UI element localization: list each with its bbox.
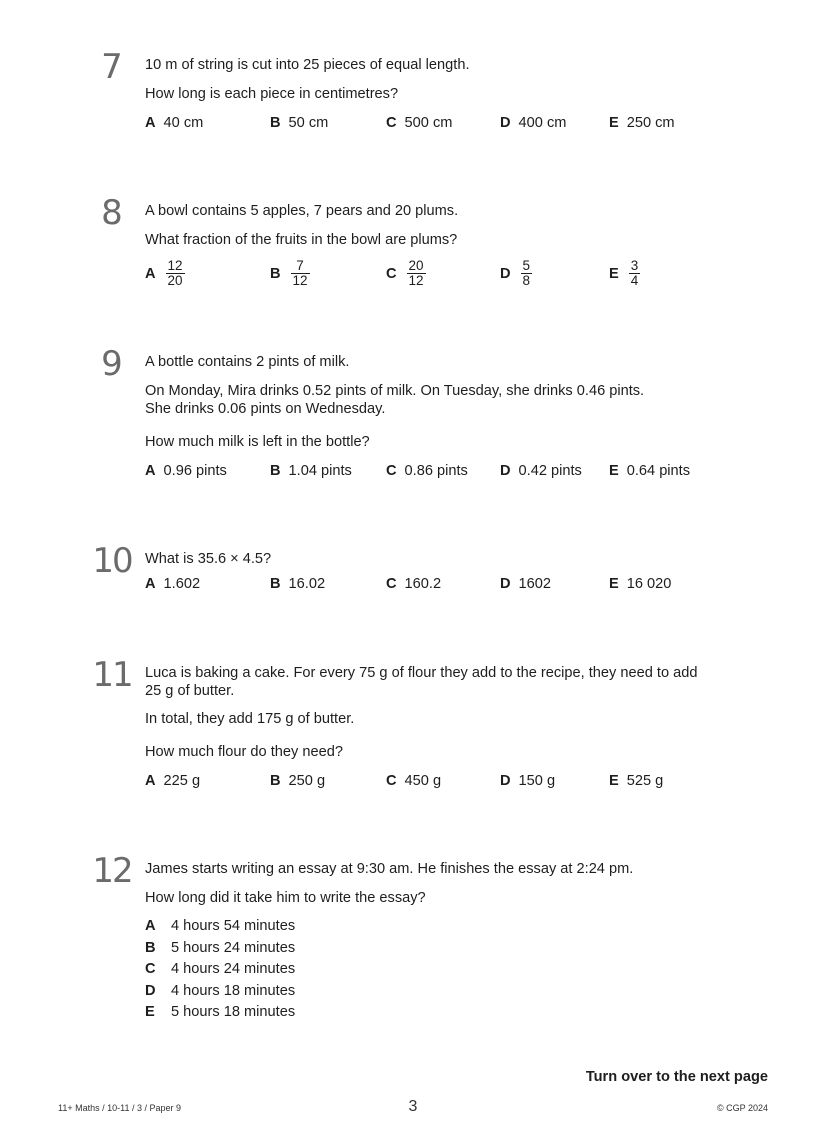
q11-option-d[interactable] <box>500 772 555 790</box>
q9-line-4: How much milk is left in the bottle? <box>145 434 370 450</box>
question-number-7: 7 <box>101 47 123 87</box>
page-number: 3 <box>408 1098 418 1115</box>
q10-option-d[interactable] <box>500 575 551 593</box>
option-letter: D <box>500 576 511 592</box>
fraction-denominator: 12 <box>292 273 308 288</box>
q8-option-c[interactable] <box>386 259 426 288</box>
q8-option-e[interactable] <box>609 259 640 288</box>
q11-line-3: In total, they add 175 g of butter. <box>145 711 355 727</box>
option-text: 400 cm <box>518 115 567 131</box>
option-letter: A <box>145 918 156 934</box>
q7-option-c[interactable] <box>386 114 452 132</box>
option-text: 150 g <box>518 773 556 789</box>
option-text: 500 cm <box>404 115 453 131</box>
q10-line-1: What is 35.6 × 4.5? <box>145 551 272 567</box>
option-text: 16.02 <box>288 576 326 592</box>
option-text: 1.602 <box>163 576 201 592</box>
paper-reference: 11+ Maths / 10-11 / 3 / Paper 9 <box>58 1103 181 1113</box>
option-text: 5 hours 24 minutes <box>171 939 296 956</box>
fraction-numerator: 12 <box>167 258 183 273</box>
option-text: 5 hours 18 minutes <box>171 1004 296 1021</box>
option-text: 1602 <box>518 576 552 592</box>
q7-option-e[interactable] <box>609 114 675 132</box>
q12-option-b[interactable] <box>145 938 295 960</box>
q7-line-1: 10 m of string is cut into 25 pieces of equal length. <box>145 57 470 73</box>
option-text: 1.04 pints <box>288 463 352 479</box>
q9-line-1: A bottle contains 2 pints of milk. <box>145 354 350 370</box>
fraction-numerator: 20 <box>408 258 424 273</box>
turn-over-instruction: Turn over to the next page <box>585 1069 768 1085</box>
q11-option-b[interactable] <box>270 772 325 790</box>
q8-option-b[interactable] <box>270 259 310 288</box>
option-letter: D <box>145 982 156 999</box>
fraction <box>166 259 185 288</box>
option-letter: E <box>609 463 619 479</box>
q9-line-2: On Monday, Mira drinks 0.52 pints of milk. On Tuesday, she drinks 0.46 pints. <box>145 383 645 399</box>
option-letter: E <box>609 265 619 282</box>
q8-line-2: What fraction of the fruits in the bowl are plums? <box>145 232 458 248</box>
option-text: 4 hours 18 minutes <box>171 982 296 999</box>
option-text: 40 cm <box>163 115 204 131</box>
q12-option-c[interactable] <box>145 959 295 981</box>
q10-option-e[interactable] <box>609 575 671 593</box>
option-letter: B <box>270 265 281 282</box>
fraction-numerator: 5 <box>522 258 531 273</box>
option-letter: A <box>145 463 156 479</box>
q11-line-1: Luca is baking a cake. For every 75 g of flour they add to the recipe, they need to add <box>145 665 698 681</box>
option-letter: B <box>270 115 281 131</box>
q7-option-d[interactable] <box>500 114 566 132</box>
option-text: 450 g <box>404 773 442 789</box>
option-letter: C <box>386 265 397 282</box>
q11-option-a[interactable] <box>145 772 200 790</box>
option-text: 225 g <box>163 773 201 789</box>
option-letter: C <box>386 115 397 131</box>
option-letter: C <box>386 463 397 479</box>
option-letter: B <box>145 939 156 956</box>
option-text: 0.42 pints <box>518 463 582 479</box>
option-letter: A <box>145 576 156 592</box>
q7-option-a[interactable] <box>145 114 203 132</box>
fraction-numerator: 3 <box>630 258 639 273</box>
option-letter: B <box>270 463 281 479</box>
option-text: 4 hours 54 minutes <box>171 918 296 934</box>
q7-option-b[interactable] <box>270 114 328 132</box>
fraction-denominator: 20 <box>167 273 183 288</box>
q11-option-c[interactable] <box>386 772 441 790</box>
q10-option-b[interactable] <box>270 575 325 593</box>
option-letter: A <box>145 115 156 131</box>
option-text: 0.96 pints <box>163 463 227 479</box>
option-letter: E <box>145 1004 155 1021</box>
question-number-11: 11 <box>92 655 132 695</box>
option-letter: D <box>500 115 511 131</box>
option-letter: A <box>145 265 156 282</box>
option-text: 250 g <box>288 773 326 789</box>
q12-option-a[interactable] <box>145 916 295 938</box>
q10-option-c[interactable] <box>386 575 441 593</box>
q12-line-1: James starts writing an essay at 9:30 am. He finishes the essay at 2:24 pm. <box>145 861 634 877</box>
q9-option-e[interactable] <box>609 462 690 480</box>
q8-line-1: A bowl contains 5 apples, 7 pears and 20 plums. <box>145 203 459 219</box>
option-text: 16 020 <box>626 576 672 592</box>
q9-option-a[interactable] <box>145 462 227 480</box>
q12-option-d[interactable] <box>145 981 295 1003</box>
q11-line-2: 25 g of butter. <box>145 683 235 699</box>
fraction-denominator: 8 <box>522 273 531 288</box>
q8-option-d[interactable] <box>500 259 532 288</box>
q9-option-b[interactable] <box>270 462 352 480</box>
option-letter: B <box>270 773 281 789</box>
fraction-numerator: 7 <box>296 258 304 273</box>
q11-option-e[interactable] <box>609 772 663 790</box>
option-text: 525 g <box>626 773 664 789</box>
question-number-12: 12 <box>92 851 132 891</box>
q9-option-c[interactable] <box>386 462 468 480</box>
q9-line-3: She drinks 0.06 pints on Wednesday. <box>145 401 386 417</box>
q12-option-e[interactable] <box>145 1002 295 1024</box>
fraction-denominator: 4 <box>630 273 639 288</box>
fraction <box>521 259 533 288</box>
question-number-10: 10 <box>92 541 132 581</box>
option-letter: D <box>500 773 511 789</box>
fraction <box>291 259 310 288</box>
option-text: 160.2 <box>404 576 442 592</box>
fraction <box>629 259 641 288</box>
question-number-8: 8 <box>101 193 123 233</box>
option-letter: E <box>609 115 619 131</box>
fraction <box>407 259 426 288</box>
q8-option-a[interactable] <box>145 259 185 288</box>
q9-option-d[interactable] <box>500 462 582 480</box>
q11-line-4: How much flour do they need? <box>145 744 343 760</box>
option-letter: A <box>145 773 156 789</box>
question-number-9: 9 <box>101 344 123 384</box>
option-text: 0.64 pints <box>626 463 691 479</box>
option-letter: C <box>386 773 397 789</box>
option-letter: D <box>500 463 511 479</box>
option-letter: E <box>609 773 619 789</box>
option-text: 4 hours 24 minutes <box>171 961 296 978</box>
option-letter: C <box>145 961 156 978</box>
q12-options-list <box>145 916 295 1024</box>
option-text: 50 cm <box>288 115 329 131</box>
option-letter: D <box>500 265 511 282</box>
fraction-denominator: 12 <box>408 273 424 288</box>
option-letter: C <box>386 576 397 592</box>
option-text: 0.86 pints <box>404 463 468 479</box>
q12-line-2: How long did it take him to write the essay? <box>145 890 426 906</box>
q10-option-a[interactable] <box>145 575 200 593</box>
option-letter: E <box>609 576 619 592</box>
q7-line-2: How long is each piece in centimetres? <box>145 86 399 102</box>
copyright-notice: © CGP 2024 <box>717 1103 768 1113</box>
option-text: 250 cm <box>626 115 675 131</box>
option-letter: B <box>270 576 281 592</box>
